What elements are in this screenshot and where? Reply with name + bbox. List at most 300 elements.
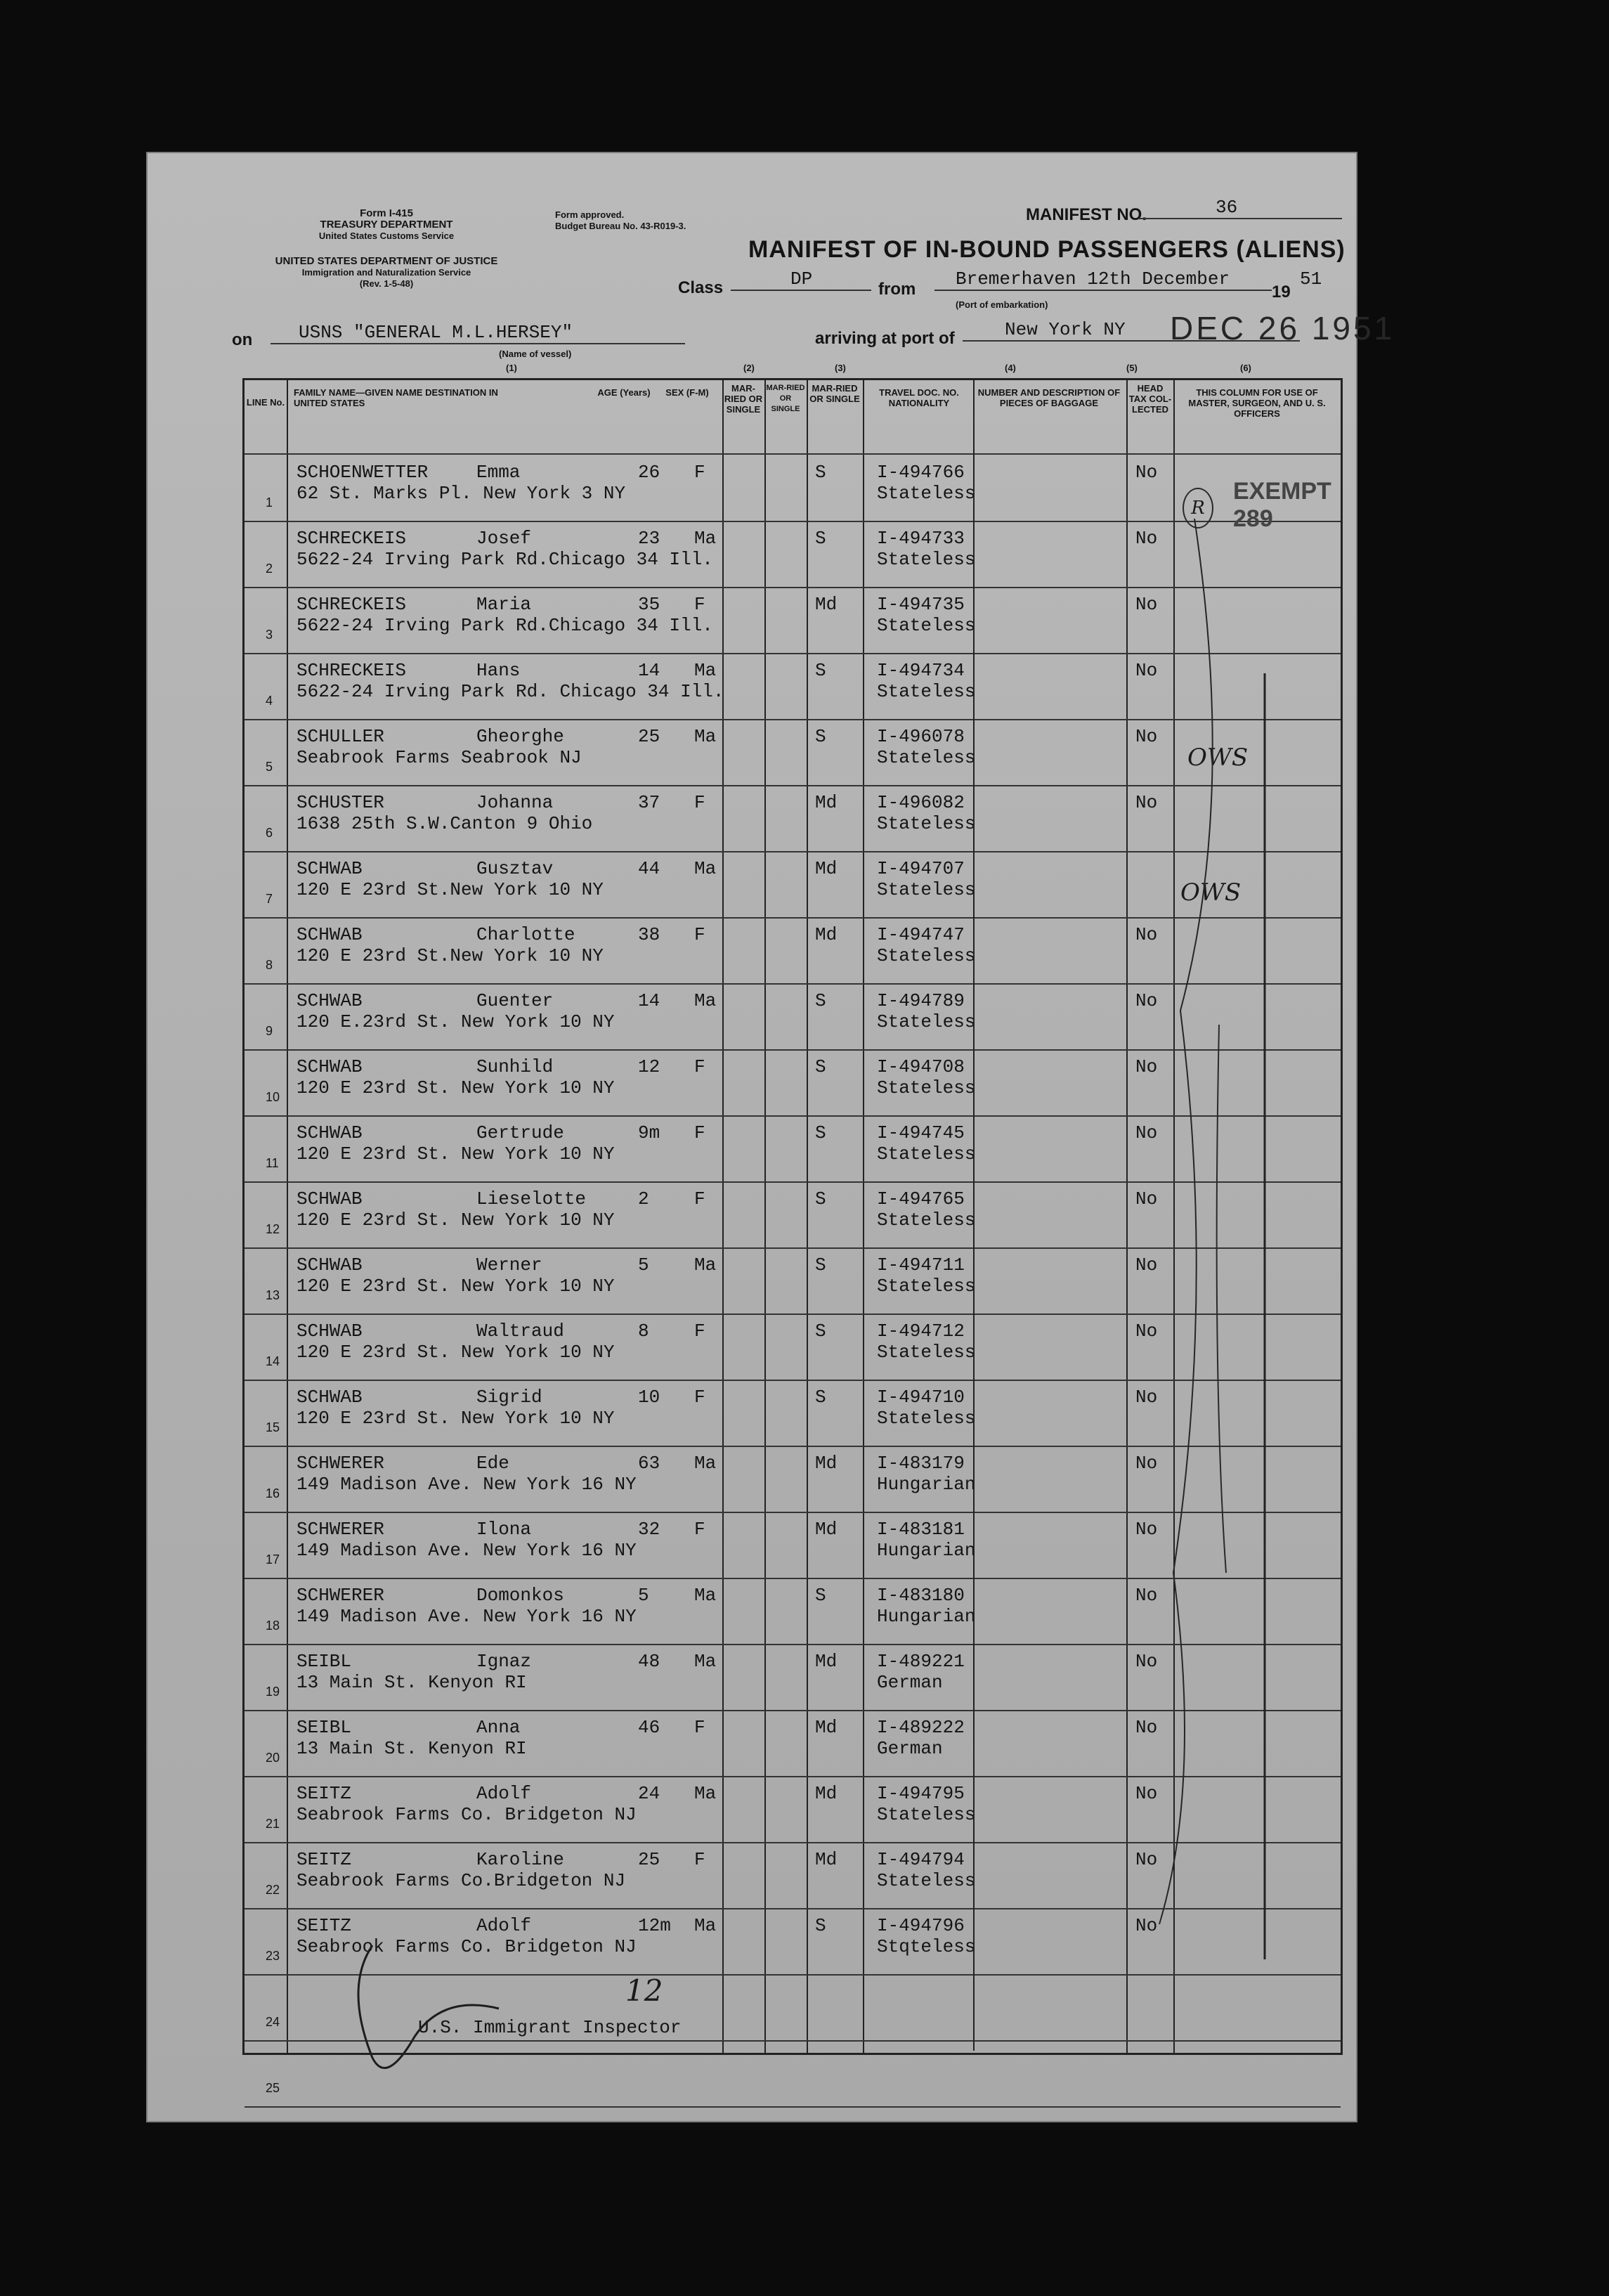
head-tax: No: [1135, 1453, 1158, 1474]
sex: F: [694, 1849, 705, 1870]
sex: Ma: [694, 1254, 717, 1276]
form-header-justice: [232, 256, 541, 290]
given-name: Gheorghe: [476, 726, 564, 747]
nationality: Stqteless: [877, 1936, 976, 1957]
sex: Ma: [694, 858, 717, 879]
row-rule: [245, 1578, 1341, 1579]
surname: SEITZ: [297, 1849, 352, 1870]
given-name: Ignaz: [476, 1651, 532, 1672]
row-rule: [245, 2106, 1341, 2108]
given-name: Lieselotte: [476, 1188, 587, 1209]
sex: F: [694, 1122, 705, 1143]
sex: Ma: [694, 1783, 717, 1804]
marital-status: Md: [815, 1519, 838, 1540]
col-divider: [287, 380, 288, 2053]
class-value: DP: [731, 268, 871, 291]
from-value: Bremerhaven 12th December: [934, 268, 1272, 291]
header-rule: [245, 453, 1341, 455]
header-married-single: MAR-RIED OR SINGLE: [809, 383, 860, 404]
age: 25: [638, 1849, 660, 1870]
nationality: Hungarian: [877, 1474, 976, 1495]
marital-status: S: [815, 1585, 826, 1606]
sex: F: [694, 1188, 705, 1209]
age: 14: [638, 660, 660, 681]
given-name: Waltraud: [476, 1321, 564, 1342]
surname: SCHWAB: [297, 990, 363, 1011]
port-of-arrival: New York NY: [963, 319, 1300, 342]
destination-address: 5622-24 Irving Park Rd.Chicago 34 Ill.: [297, 549, 713, 570]
line-number: 15: [266, 1420, 280, 1434]
marital-status: S: [815, 1387, 826, 1408]
age: 38: [638, 924, 660, 945]
given-name: Ede: [476, 1453, 509, 1474]
age: 8: [638, 1321, 649, 1342]
surname: SCHWERER: [297, 1519, 384, 1540]
destination-address: 13 Main St. Kenyon RI: [297, 1738, 527, 1759]
nationality: Stateless: [877, 1143, 976, 1165]
form-revision: (Rev. 1-5-48): [359, 278, 414, 289]
manifest-no-label: MANIFEST NO.: [1026, 205, 1147, 224]
line-number: 8: [266, 958, 273, 972]
marital-status: S: [815, 1188, 826, 1209]
line-number: 24: [266, 2015, 280, 2029]
age: 2: [638, 1188, 649, 1209]
col-num-3: (3): [835, 363, 846, 373]
destination-address: 120 E 23rd St. New York 10 NY: [297, 1342, 615, 1363]
age: 32: [638, 1519, 660, 1540]
destination-address: Seabrook Farms Co.Bridgeton NJ: [297, 1870, 626, 1891]
head-tax: No: [1135, 1717, 1158, 1738]
age: 26: [638, 462, 660, 483]
travel-doc-number: I-494766: [877, 462, 965, 483]
row-rule: [245, 2040, 1341, 2042]
head-tax: No: [1135, 462, 1158, 483]
travel-doc-number: I-494795: [877, 1783, 965, 1804]
given-name: Ilona: [476, 1519, 532, 1540]
row-rule: [245, 1842, 1341, 1843]
col-divider: [863, 380, 864, 2053]
line-number: 10: [266, 1090, 280, 1104]
travel-doc-number: I-489222: [877, 1717, 965, 1738]
surname: SCHOENWETTER: [297, 462, 429, 483]
given-name: Josef: [476, 528, 532, 549]
given-name: Domonkos: [476, 1585, 564, 1606]
surname: SCHWAB: [297, 1387, 363, 1408]
sex: F: [694, 1717, 705, 1738]
manifest-title: MANIFEST OF IN-BOUND PASSENGERS (ALIENS): [748, 236, 1346, 263]
given-name: Maria: [476, 594, 532, 615]
travel-doc-number: I-483181: [877, 1519, 965, 1540]
year-prefix: 19: [1272, 283, 1291, 301]
surname: SCHWAB: [297, 1254, 363, 1276]
line-number: 25: [266, 2081, 280, 2095]
line-number: 4: [266, 694, 273, 708]
row-rule: [245, 785, 1341, 786]
travel-doc-number: I-494747: [877, 924, 965, 945]
col-num-1: (1): [506, 363, 517, 373]
line-number: 12: [266, 1222, 280, 1236]
destination-address: Seabrook Farms Co. Bridgeton NJ: [297, 1936, 637, 1957]
head-tax: No: [1135, 1321, 1158, 1342]
row-rule: [245, 1974, 1341, 1976]
row-rule: [245, 1380, 1341, 1381]
destination-address: 120 E 23rd St.New York 10 NY: [297, 879, 604, 900]
header-family-name: FAMILY NAME—GIVEN NAME DESTINATION IN UNITED STATES: [294, 387, 498, 408]
embark-note: (Port of embarkation): [956, 299, 1048, 310]
given-name: Johanna: [476, 792, 554, 813]
travel-doc-number: I-494708: [877, 1056, 965, 1077]
surname: SCHWAB: [297, 1122, 363, 1143]
age: 23: [638, 528, 660, 549]
col-divider: [1126, 380, 1128, 2053]
marital-status: Md: [815, 858, 838, 879]
nationality: Stateless: [877, 615, 976, 636]
line-number: 11: [266, 1156, 279, 1170]
col-divider: [722, 380, 724, 2053]
header-sex: SEX (F-M): [665, 387, 709, 398]
line-number: 16: [266, 1486, 280, 1500]
inspector-label: U.S. Immigrant Inspector: [418, 2017, 682, 2038]
nationality: Stateless: [877, 1276, 976, 1297]
header-married-dup: MAR-RIED OR SINGLE: [766, 384, 805, 413]
nationality: Stateless: [877, 483, 976, 504]
age: 24: [638, 1783, 660, 1804]
age: 35: [638, 594, 660, 615]
nationality: Hungarian: [877, 1606, 976, 1627]
destination-address: 120 E.23rd St. New York 10 NY: [297, 1011, 615, 1032]
col-num-4: (4): [1005, 363, 1016, 373]
sex: Ma: [694, 726, 717, 747]
class-label: Class: [678, 278, 724, 297]
nationality: Stateless: [877, 1342, 976, 1363]
marital-status: Md: [815, 594, 838, 615]
surname: SCHULLER: [297, 726, 384, 747]
head-tax: No: [1135, 1783, 1158, 1804]
marital-status: S: [815, 1321, 826, 1342]
line-number: 13: [266, 1288, 280, 1302]
surname: SCHRECKEIS: [297, 660, 407, 681]
line-number: 5: [266, 760, 273, 774]
line-number: 3: [266, 628, 273, 642]
approval-text: Form approved.: [555, 209, 625, 220]
given-name: Guenter: [476, 990, 554, 1011]
sex: F: [694, 792, 705, 813]
sex: Ma: [694, 1453, 717, 1474]
age: 46: [638, 1717, 660, 1738]
head-tax: No: [1135, 1519, 1158, 1540]
travel-doc-number: I-494707: [877, 858, 965, 879]
age: 44: [638, 858, 660, 879]
marital-status: Md: [815, 924, 838, 945]
age: 9m: [638, 1122, 660, 1143]
row-rule: [245, 851, 1341, 852]
destination-address: 120 E 23rd St. New York 10 NY: [297, 1077, 615, 1098]
manifest-no-value: 36: [1138, 197, 1342, 219]
age: 14: [638, 990, 660, 1011]
head-tax: No: [1135, 1585, 1158, 1606]
age: 12m: [638, 1915, 671, 1936]
destination-address: 120 E 23rd St. New York 10 NY: [297, 1209, 615, 1231]
head-tax: No: [1135, 594, 1158, 615]
given-name: Emma: [476, 462, 521, 483]
vessel-name: USNS "GENERAL M.L.HERSEY": [271, 322, 685, 344]
nationality: Stateless: [877, 813, 976, 834]
marital-status: S: [815, 660, 826, 681]
age: 10: [638, 1387, 660, 1408]
line-number: 20: [266, 1751, 280, 1765]
row-rule: [245, 1446, 1341, 1447]
budget-text: Budget Bureau No. 43-R019-3.: [555, 221, 686, 231]
surname: SCHUSTER: [297, 792, 384, 813]
row-rule: [245, 1776, 1341, 1777]
travel-doc-number: I-494745: [877, 1122, 965, 1143]
age: 5: [638, 1585, 649, 1606]
sex: F: [694, 1519, 705, 1540]
surname: SCHWAB: [297, 1056, 363, 1077]
marital-status: S: [815, 1915, 826, 1936]
marital-status: S: [815, 1056, 826, 1077]
surname: SCHWERER: [297, 1453, 384, 1474]
ows-mark-1: OWS: [1187, 744, 1249, 772]
travel-doc-number: I-494735: [877, 594, 965, 615]
destination-address: 120 E 23rd St.New York 10 NY: [297, 945, 604, 966]
nationality: Stateless: [877, 681, 976, 702]
passenger-table: [242, 378, 1343, 2095]
nationality: Stateless: [877, 1011, 976, 1032]
row-rule: [245, 1181, 1341, 1183]
header-baggage: NUMBER AND DESCRIPTION OF PIECES OF BAGGAGE: [977, 387, 1121, 408]
given-name: Sunhild: [476, 1056, 554, 1077]
nationality: Stateless: [877, 1077, 976, 1098]
exempt-stamp: EXEMPT 289: [1233, 478, 1331, 532]
nationality: German: [877, 1738, 943, 1759]
form-header-left: [281, 208, 492, 242]
header-head-tax: HEAD TAX COL-LECTED: [1128, 383, 1172, 415]
destination-address: 5622-24 Irving Park Rd. Chicago 34 Ill.: [297, 681, 724, 702]
row-rule: [245, 719, 1341, 720]
surname: SEIBL: [297, 1651, 352, 1672]
sex: F: [694, 462, 705, 483]
age: 25: [638, 726, 660, 747]
destination-address: 149 Madison Ave. New York 16 NY: [297, 1474, 637, 1495]
destination-address: 120 E 23rd St. New York 10 NY: [297, 1143, 615, 1165]
head-tax: No: [1135, 1056, 1158, 1077]
manifest-sheet: [148, 153, 1395, 2121]
row-rule: [245, 1512, 1341, 1513]
marital-status: S: [815, 990, 826, 1011]
surname: SCHRECKEIS: [297, 528, 407, 549]
head-tax: No: [1135, 1122, 1158, 1143]
col-num-5: (5): [1126, 363, 1138, 373]
head-tax: No: [1135, 792, 1158, 813]
nationality: Hungarian: [877, 1540, 976, 1561]
marital-status: S: [815, 1122, 826, 1143]
form-number: Form I-415: [360, 207, 413, 219]
sex: Ma: [694, 1651, 717, 1672]
nationality: Stateless: [877, 747, 976, 768]
row-rule: [245, 917, 1341, 919]
destination-address: 62 St. Marks Pl. New York 3 NY: [297, 483, 626, 504]
line-number: 18: [266, 1619, 280, 1633]
head-tax: No: [1135, 1254, 1158, 1276]
marital-status: Md: [815, 1453, 838, 1474]
line-number: 9: [266, 1024, 273, 1038]
sex: F: [694, 594, 705, 615]
travel-doc-number: I-489221: [877, 1651, 965, 1672]
from-label: from: [878, 280, 916, 299]
surname: SEITZ: [297, 1915, 352, 1936]
marital-status: Md: [815, 1783, 838, 1804]
line-number: 17: [266, 1552, 280, 1567]
sex: Ma: [694, 660, 717, 681]
col-divider: [764, 380, 766, 2053]
year-value: 51: [1300, 268, 1322, 290]
age: 48: [638, 1651, 660, 1672]
row-rule: [245, 1644, 1341, 1645]
line-number: 22: [266, 1883, 280, 1897]
head-tax: No: [1135, 990, 1158, 1011]
row-rule: [245, 1049, 1341, 1051]
travel-doc-number: I-494734: [877, 660, 965, 681]
marital-status: Md: [815, 1717, 838, 1738]
line-number: 19: [266, 1685, 280, 1699]
given-name: Karoline: [476, 1849, 564, 1870]
marital-status: S: [815, 462, 826, 483]
col-num-6: (6): [1240, 363, 1251, 373]
travel-doc-number: I-494789: [877, 990, 965, 1011]
dept-justice: UNITED STATES DEPARTMENT OF JUSTICE: [275, 255, 498, 267]
sex: Ma: [694, 528, 717, 549]
vessel-note: (Name of vessel): [499, 349, 572, 359]
given-name: Adolf: [476, 1783, 532, 1804]
line-number: 23: [266, 1949, 280, 1963]
travel-doc-number: I-494711: [877, 1254, 965, 1276]
hand-note: 12: [625, 1973, 663, 2008]
ows-mark-2: OWS: [1180, 878, 1242, 907]
travel-doc-number: I-494710: [877, 1387, 965, 1408]
on-label: on: [232, 330, 253, 349]
given-name: Adolf: [476, 1915, 532, 1936]
sex: Ma: [694, 990, 717, 1011]
col-num-2: (2): [743, 363, 755, 373]
destination-address: 149 Madison Ave. New York 16 NY: [297, 1540, 637, 1561]
line-number: 1: [266, 495, 273, 510]
col-divider: [1173, 380, 1175, 2053]
row-rule: [245, 653, 1341, 654]
header-officers: THIS COLUMN FOR USE OF MASTER, SURGEON, AND U. S. OFFICERS: [1188, 387, 1326, 419]
given-name: Hans: [476, 660, 521, 681]
given-name: Werner: [476, 1254, 542, 1276]
nationality: Stateless: [877, 1408, 976, 1429]
surname: SEITZ: [297, 1783, 352, 1804]
sex: F: [694, 924, 705, 945]
travel-doc-number: I-494712: [877, 1321, 965, 1342]
travel-doc-number: I-483179: [877, 1453, 965, 1474]
destination-address: 120 E 23rd St. New York 10 NY: [297, 1408, 615, 1429]
circled-r-mark: R: [1183, 488, 1213, 528]
sex: Ma: [694, 1915, 717, 1936]
marital-status: S: [815, 1254, 826, 1276]
marital-status: S: [815, 726, 826, 747]
destination-address: Seabrook Farms Seabrook NJ: [297, 747, 582, 768]
destination-address: 1638 25th S.W.Canton 9 Ohio: [297, 813, 593, 834]
header-married: MAR-RIED OR SINGLE: [724, 383, 763, 415]
sex: F: [694, 1387, 705, 1408]
row-rule: [245, 521, 1341, 522]
row-rule: [245, 1115, 1341, 1117]
given-name: Charlotte: [476, 924, 575, 945]
destination-address: Seabrook Farms Co. Bridgeton NJ: [297, 1804, 637, 1825]
surname: SCHWERER: [297, 1585, 384, 1606]
date-stamp: DEC 26 1951: [1170, 310, 1395, 346]
surname: SCHWAB: [297, 1321, 363, 1342]
marital-status: S: [815, 528, 826, 549]
row-rule: [245, 587, 1341, 588]
header-line-no: LINE No.: [246, 397, 285, 408]
nationality: Stateless: [877, 549, 976, 570]
destination-address: 149 Madison Ave. New York 16 NY: [297, 1606, 637, 1627]
nationality: German: [877, 1672, 943, 1693]
age: 63: [638, 1453, 660, 1474]
marital-status: Md: [815, 1849, 838, 1870]
destination-address: 13 Main St. Kenyon RI: [297, 1672, 527, 1693]
head-tax: No: [1135, 660, 1158, 681]
head-tax: No: [1135, 1188, 1158, 1209]
age: 5: [638, 1254, 649, 1276]
head-tax: No: [1135, 1651, 1158, 1672]
given-name: Gusztav: [476, 858, 554, 879]
marital-status: Md: [815, 792, 838, 813]
travel-doc-number: I-494794: [877, 1849, 965, 1870]
sex: Ma: [694, 1585, 717, 1606]
travel-doc-number: I-483180: [877, 1585, 965, 1606]
row-rule: [245, 1314, 1341, 1315]
travel-doc-number: I-494796: [877, 1915, 965, 1936]
col-divider: [807, 380, 808, 2053]
given-name: Sigrid: [476, 1387, 542, 1408]
line-number: 7: [266, 892, 273, 906]
given-name: Gertrude: [476, 1122, 564, 1143]
marital-status: Md: [815, 1651, 838, 1672]
surname: SCHWAB: [297, 858, 363, 879]
arriving-label: arriving at port of: [815, 329, 955, 348]
nationality: Stateless: [877, 879, 976, 900]
sex: F: [694, 1056, 705, 1077]
line-number: 21: [266, 1817, 280, 1831]
line-number: 14: [266, 1354, 280, 1368]
surname: SCHRECKEIS: [297, 594, 407, 615]
dept-customs: United States Customs Service: [318, 231, 455, 241]
given-name: Anna: [476, 1717, 521, 1738]
head-tax: No: [1135, 726, 1158, 747]
line-number: 6: [266, 826, 273, 840]
row-rule: [245, 1247, 1341, 1249]
destination-address: 120 E 23rd St. New York 10 NY: [297, 1276, 615, 1297]
col-divider-baggage: [973, 378, 975, 2051]
line-number: 2: [266, 562, 273, 576]
travel-doc-number: I-494765: [877, 1188, 965, 1209]
dept-treasury: TREASURY DEPARTMENT: [320, 219, 453, 231]
head-tax: No: [1135, 528, 1158, 549]
head-tax: No: [1135, 924, 1158, 945]
header-age: AGE (Years): [597, 387, 651, 398]
nationality: Stateless: [877, 1209, 976, 1231]
age: 12: [638, 1056, 660, 1077]
head-tax: No: [1135, 1915, 1158, 1936]
nationality: Stateless: [877, 1804, 976, 1825]
destination-address: 5622-24 Irving Park Rd.Chicago 34 Ill.: [297, 615, 713, 636]
head-tax: No: [1135, 1849, 1158, 1870]
